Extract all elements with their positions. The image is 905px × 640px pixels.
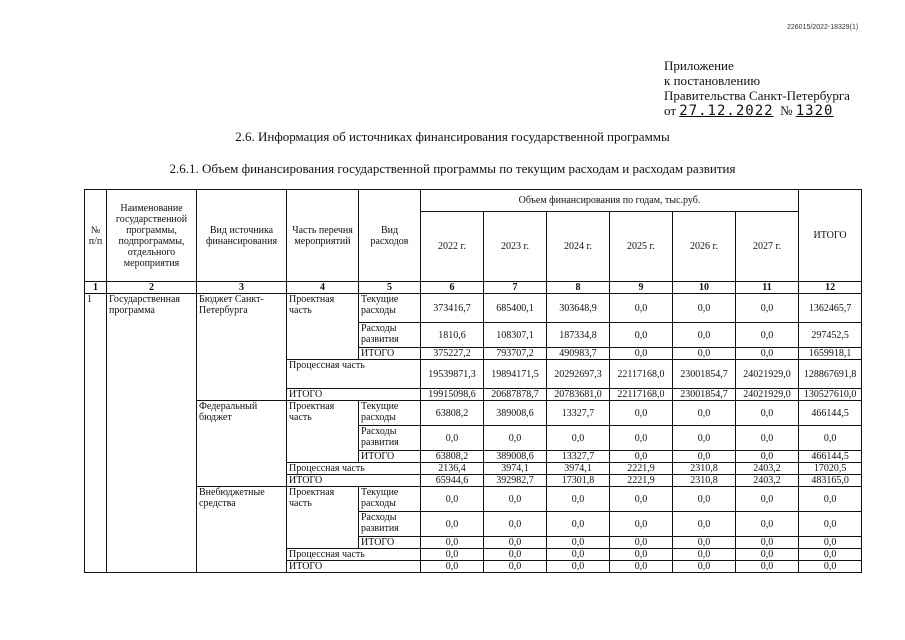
total-cell: 130527610,0 [799,389,862,401]
value-cell: 22117168,0 [610,389,673,401]
value-cell: 0,0 [736,451,799,463]
source-extrabudget: Внебюджетные средства [197,487,287,573]
value-cell: 0,0 [673,348,736,360]
value-cell: 0,0 [421,537,484,549]
header-number: № п/п [85,190,107,282]
value-cell: 0,0 [673,426,736,451]
value-cell: 0,0 [736,348,799,360]
header-total: ИТОГО [799,190,862,282]
total-cell: 1362465,7 [799,294,862,323]
value-cell: 0,0 [610,549,673,561]
total-cell: 17020,5 [799,463,862,475]
value-cell: 0,0 [610,487,673,512]
value-cell: 0,0 [610,426,673,451]
total-cell: 466144,5 [799,451,862,463]
value-cell: 2221,9 [610,475,673,487]
value-cell: 2403,2 [736,463,799,475]
value-cell: 65944,6 [421,475,484,487]
header-year: 2023 г. [484,212,547,282]
financing-table [84,189,862,573]
header-year: 2024 г. [547,212,610,282]
value-cell: 0,0 [610,537,673,549]
value-cell: 0,0 [421,561,484,573]
value-cell: 23001854,7 [673,360,736,389]
value-cell: 24021929,0 [736,360,799,389]
appendix-line-1: Приложение [664,58,734,73]
col-index: 2 [107,282,197,294]
decree-number: 1320 [795,103,834,119]
appendix-block [664,58,850,119]
value-cell: 20292697,3 [547,360,610,389]
value-cell: 0,0 [736,512,799,537]
appendix-date-line [664,103,850,119]
total-cell: 0,0 [799,512,862,537]
value-cell: 0,0 [673,487,736,512]
col-index: 10 [673,282,736,294]
value-cell: 0,0 [673,537,736,549]
type-development: Расходы развития [359,323,421,348]
total-cell: 0,0 [799,426,862,451]
table-row [85,487,862,512]
value-cell: 0,0 [673,561,736,573]
value-cell: 0,0 [484,512,547,537]
value-cell: 0,0 [547,512,610,537]
value-cell: 373416,7 [421,294,484,323]
source-federal: Федеральный бюджет [197,401,287,487]
total-cell: 483165,0 [799,475,862,487]
col-index: 12 [799,282,862,294]
part-project: Проектная часть [287,487,359,549]
type-current: Текущие расходы [359,294,421,323]
value-cell: 685400,1 [484,294,547,323]
value-cell: 19539871,3 [421,360,484,389]
part-process: Процессная часть [287,463,421,475]
value-cell: 0,0 [547,549,610,561]
value-cell: 0,0 [736,323,799,348]
type-current: Текущие расходы [359,401,421,426]
value-cell: 0,0 [421,426,484,451]
header-type: Вид расходов [359,190,421,282]
subsection-title: 2.6.1. Объем финансирования государственной программы по текущим расходам и расходам развития [169,161,736,176]
source-itogo: ИТОГО [287,389,421,401]
program-name: Государственная программа [107,294,197,573]
row-number: 1 [85,294,107,573]
value-cell: 0,0 [673,549,736,561]
type-current: Текущие расходы [359,487,421,512]
value-cell: 20783681,0 [547,389,610,401]
source-itogo: ИТОГО [287,475,421,487]
type-development: Расходы развития [359,426,421,451]
value-cell: 0,0 [736,537,799,549]
appendix-line-3: Правительства Санкт-Петербурга [664,88,850,103]
value-cell: 0,0 [736,426,799,451]
value-cell: 0,0 [484,487,547,512]
value-cell: 490983,7 [547,348,610,360]
value-cell: 2403,2 [736,475,799,487]
total-cell: 0,0 [799,561,862,573]
part-process: Процессная часть [287,549,421,561]
value-cell: 0,0 [547,537,610,549]
value-cell: 0,0 [610,401,673,426]
source-itogo: ИТОГО [287,561,421,573]
value-cell: 0,0 [610,512,673,537]
value-cell: 0,0 [484,537,547,549]
value-cell: 0,0 [484,426,547,451]
value-cell: 3974,1 [547,463,610,475]
part-project: Проектная часть [287,294,359,360]
value-cell: 0,0 [736,561,799,573]
col-index: 7 [484,282,547,294]
type-development: Расходы развития [359,512,421,537]
value-cell: 392982,7 [484,475,547,487]
value-cell: 187334,8 [547,323,610,348]
header-part: Часть перечня мероприятий [287,190,359,282]
value-cell: 0,0 [547,426,610,451]
total-cell: 0,0 [799,537,862,549]
value-cell: 3974,1 [484,463,547,475]
value-cell: 0,0 [673,451,736,463]
value-cell: 13327,7 [547,451,610,463]
value-cell: 303648,9 [547,294,610,323]
header-year: 2026 г. [673,212,736,282]
value-cell: 17301,8 [547,475,610,487]
value-cell: 63808,2 [421,401,484,426]
value-cell: 0,0 [673,512,736,537]
value-cell: 1810,6 [421,323,484,348]
col-index: 11 [736,282,799,294]
number-prefix: № [780,103,793,118]
table-row [85,294,862,323]
col-index: 9 [610,282,673,294]
value-cell: 0,0 [736,294,799,323]
col-index: 1 [85,282,107,294]
value-cell: 389008,6 [484,451,547,463]
header-years-group: Объем финансирования по годам, тыс.руб. [421,190,799,212]
value-cell: 0,0 [421,487,484,512]
value-cell: 0,0 [547,561,610,573]
value-cell: 0,0 [736,487,799,512]
value-cell: 0,0 [673,323,736,348]
value-cell: 0,0 [736,401,799,426]
decree-date: 27.12.2022 [679,103,774,119]
source-budget: Бюджет Санкт-Петербурга [197,294,287,401]
value-cell: 0,0 [736,549,799,561]
value-cell: 63808,2 [421,451,484,463]
col-index: 8 [547,282,610,294]
value-cell: 0,0 [673,294,736,323]
value-cell: 0,0 [421,512,484,537]
total-cell: 128867691,8 [799,360,862,389]
section-title: 2.6. Информация об источниках финансирования государственной программы [235,129,670,144]
total-cell: 466144,5 [799,401,862,426]
value-cell: 389008,6 [484,401,547,426]
total-cell: 297452,5 [799,323,862,348]
value-cell: 2310,8 [673,475,736,487]
value-cell: 0,0 [610,323,673,348]
document-number: 226015/2022-18329(1) [787,24,859,31]
value-cell: 0,0 [547,487,610,512]
date-prefix: от [664,103,677,118]
total-cell: 0,0 [799,549,862,561]
type-itogo: ИТОГО [359,451,421,463]
appendix-line-2: к постановлению [664,73,761,88]
value-cell: 0,0 [673,401,736,426]
value-cell: 22117168,0 [610,360,673,389]
value-cell: 0,0 [484,549,547,561]
part-project: Проектная часть [287,401,359,463]
total-cell: 0,0 [799,487,862,512]
col-index: 6 [421,282,484,294]
value-cell: 108307,1 [484,323,547,348]
value-cell: 2136,4 [421,463,484,475]
col-index: 3 [197,282,287,294]
value-cell: 2310,8 [673,463,736,475]
header-name: Наименование государственной программы, подпрограммы, отдельного мероприятия [107,190,197,282]
value-cell: 793707,2 [484,348,547,360]
value-cell: 20687878,7 [484,389,547,401]
value-cell: 0,0 [610,294,673,323]
value-cell: 0,0 [484,561,547,573]
col-index: 4 [287,282,359,294]
value-cell: 0,0 [610,348,673,360]
column-index-row [85,282,862,294]
value-cell: 0,0 [610,451,673,463]
header-year: 2022 г. [421,212,484,282]
table-row [85,401,862,426]
col-index: 5 [359,282,421,294]
total-cell: 1659918,1 [799,348,862,360]
value-cell: 23001854,7 [673,389,736,401]
value-cell: 375227,2 [421,348,484,360]
value-cell: 19915098,6 [421,389,484,401]
header-year: 2027 г. [736,212,799,282]
type-itogo: ИТОГО [359,348,421,360]
value-cell: 2221,9 [610,463,673,475]
value-cell: 0,0 [421,549,484,561]
part-process: Процессная часть [287,360,421,389]
header-year: 2025 г. [610,212,673,282]
type-itogo: ИТОГО [359,537,421,549]
value-cell: 24021929,0 [736,389,799,401]
value-cell: 19894171,5 [484,360,547,389]
value-cell: 13327,7 [547,401,610,426]
value-cell: 0,0 [610,561,673,573]
header-source: Вид источника финансирования [197,190,287,282]
